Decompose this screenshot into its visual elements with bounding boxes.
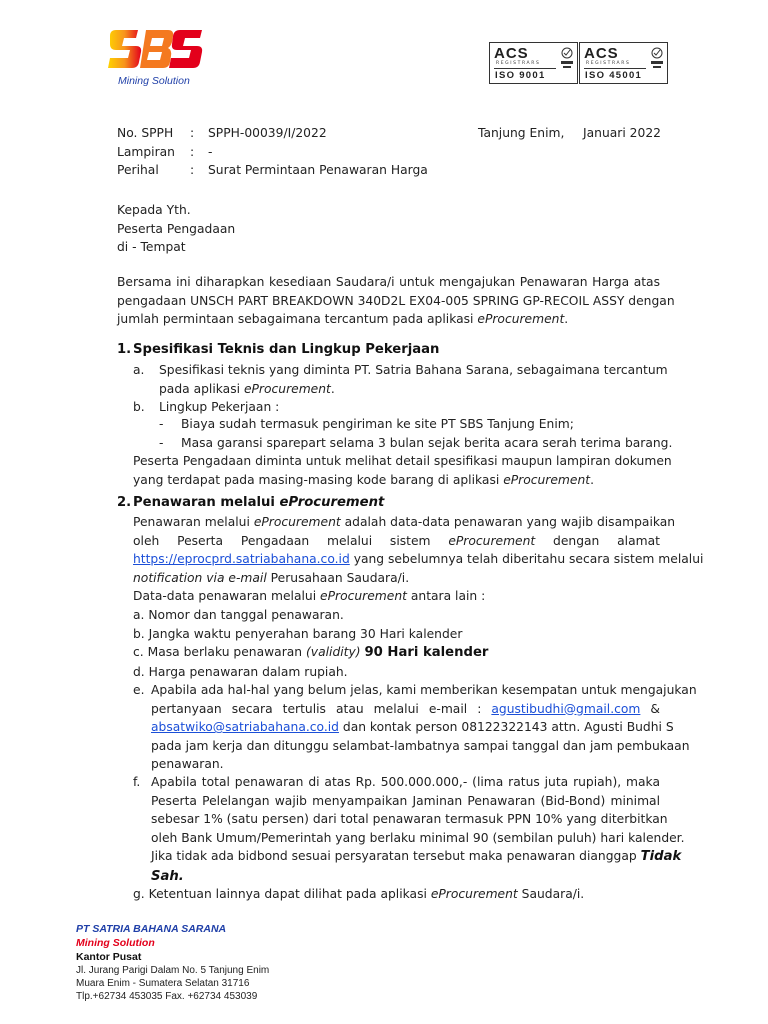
cert-sub: REGISTRARS bbox=[586, 61, 631, 66]
sbs-logo-icon bbox=[108, 26, 204, 76]
section-1-title: Spesifikasi Teknis dan Lingkup Pekerjaan bbox=[133, 342, 440, 357]
cert-brand: ACS bbox=[494, 45, 529, 62]
meta-value: - bbox=[208, 145, 213, 159]
list-item: c. Masa berlaku penawaran (validity) 90 Hari kalender bbox=[133, 645, 489, 661]
footer-company: PT SATRIA BAHANA SARANA bbox=[76, 923, 227, 935]
date: Januari 2022 bbox=[583, 126, 661, 140]
iso-9001-badge bbox=[489, 42, 578, 84]
recipient-line: Kepada Yth. bbox=[117, 203, 191, 217]
section-1-b-label: Lingkup Pekerjaan : bbox=[159, 400, 280, 414]
recipient-line: Peserta Pengadaan bbox=[117, 221, 236, 236]
meta-value: SPPH-00039/I/2022 bbox=[208, 126, 327, 140]
intro-line: pengadaan UNSCH PART BREAKDOWN 340D2L EX04-005 SPRING GP-RECOIL ASSY dengan bbox=[117, 293, 675, 308]
scope-dash: - bbox=[159, 417, 164, 431]
cert-standard: ISO 9001 bbox=[495, 70, 546, 81]
cert-divider bbox=[494, 68, 556, 69]
list-item: a. Nomor dan tanggal penawaran. bbox=[133, 608, 344, 622]
item-f-text: Apabila total penawaran di atas Rp. 500.000.000,- (lima ratus juta rupiah), maka Peserta Pelelangan wajib menyampaikan Jaminan Penawaran (Bid-Bond) minimal sebesar 1% (satu persen) dari total penawaran termasuk PPN 10% yang diterbitkan oleh Bank Umum/Pemerintah yang berlaku minimal 90 (sembilan puluh) hari kalender. Jika tidak ada bidbond sesuai persyaratan tersebut maka penawaran dianggap Tidak Sah. bbox=[151, 775, 685, 884]
meta-label: No. SPPH bbox=[117, 126, 174, 140]
meta-label: Perihal bbox=[117, 163, 159, 177]
meta-value: Surat Permintaan Penawaran Harga bbox=[208, 163, 428, 177]
email-link-agusti[interactable]: agustibudhi@gmail.com bbox=[491, 701, 641, 716]
section-1-note: Peserta Pengadaan diminta untuk melihat detail spesifikasi maupun lampiran dokumen yang terdapat pada masing-masing kode barang di aplikasi eProcurement. bbox=[133, 454, 672, 487]
footer-address: Jl. Jurang Parigi Dalam No. 5 Tanjung Enim bbox=[76, 965, 270, 976]
list-item: d. Harga penawaran dalam rupiah. bbox=[133, 664, 348, 679]
section-2-list bbox=[133, 606, 488, 681]
cert-brand: ACS bbox=[584, 45, 619, 62]
footer-office: Kantor Pusat bbox=[76, 951, 142, 963]
accreditation-seal-icon bbox=[650, 47, 664, 71]
item-e-marker: e. bbox=[133, 683, 145, 697]
company-logo bbox=[108, 26, 204, 90]
place: Tanjung Enim, bbox=[478, 126, 565, 140]
item-g: g. Ketentuan lainnya dapat dilihat pada aplikasi eProcurement Saudara/i. bbox=[133, 887, 585, 901]
intro-line: Bersama ini diharapkan kesediaan Saudara/i untuk mengajukan Penawaran Harga atas bbox=[117, 275, 660, 289]
section-1-b-marker: b. bbox=[133, 400, 145, 414]
recipient-line: di - Tempat bbox=[117, 240, 186, 255]
logo-tagline: Mining Solution bbox=[118, 75, 190, 87]
intro-line: jumlah permintaan sebagaimana tercantum pada aplikasi eProcurement. bbox=[117, 312, 569, 327]
section-2-number: 2. bbox=[117, 495, 132, 510]
email-link-absatwiko[interactable]: absatwiko@satriabahana.co.id bbox=[151, 720, 339, 735]
scope-item: Biaya sudah termasuk pengiriman ke site PT SBS Tanjung Enim; bbox=[181, 417, 574, 431]
meta-colon: : bbox=[190, 126, 195, 140]
section-1-a-text: Spesifikasi teknis yang diminta PT. Satria Bahana Sarana, sebagaimana tercantum pada aplikasi eProcurement. bbox=[159, 363, 668, 396]
section-1-number: 1. bbox=[117, 342, 132, 357]
footer-tagline: Mining Solution bbox=[76, 937, 155, 949]
meta-colon: : bbox=[190, 163, 195, 177]
footer-address: Muara Enim - Sumatera Selatan 31716 bbox=[76, 978, 250, 989]
item-e-text: Apabila ada hal-hal yang belum jelas, kami memberikan kesempatan untuk mengajukan pertanyaan secara tertulis atau melalui e-mail : agustibudhi@gmail.com & absatwiko@satriabahana.co.id dan kontak person 08122322143 attn. Agusti Budhi S pada jam kerja dan ditunggu selambat-lambatnya sampai tanggal dan jam pembukaan penawaran. bbox=[151, 683, 697, 772]
intro-paragraph bbox=[117, 273, 675, 329]
eproc-url-link[interactable]: https://eprocprd.satriabahana.co.id bbox=[133, 552, 350, 567]
meta-label: Lampiran bbox=[117, 145, 175, 159]
recipient bbox=[117, 201, 235, 257]
accreditation-seal-icon bbox=[560, 47, 574, 71]
footer-phone: Tlp.+62734 453035 Fax. +62734 453039 bbox=[76, 991, 258, 1002]
meta-colon: : bbox=[190, 145, 195, 159]
section-2-title: Penawaran melalui eProcurement bbox=[133, 495, 385, 510]
scope-item: Masa garansi sparepart selama 3 bulan sejak berita acara serah terima barang. bbox=[181, 436, 673, 450]
scope-dash: - bbox=[159, 436, 164, 450]
list-item: b. Jangka waktu penyerahan barang 30 Hari kalender bbox=[133, 626, 463, 641]
iso-45001-badge bbox=[579, 42, 668, 84]
section-1-a-marker: a. bbox=[133, 363, 145, 377]
cert-sub: REGISTRARS bbox=[496, 61, 541, 66]
item-f-marker: f. bbox=[133, 775, 141, 789]
cert-divider bbox=[584, 68, 646, 69]
section-2-paragraph: Penawaran melalui eProcurement adalah data-data penawaran yang wajib disampaikan oleh Peserta Pengadaan melalui sistem eProcurement dengan alamat https://eprocprd.satriabahana.co.id yang sebelumnya telah diberitahu secara sistem melalui notification via e-mail Perusahaan Saudara/i. Data-data penawaran melalui eProcurement antara lain : bbox=[133, 515, 704, 604]
cert-standard: ISO 45001 bbox=[585, 70, 643, 81]
